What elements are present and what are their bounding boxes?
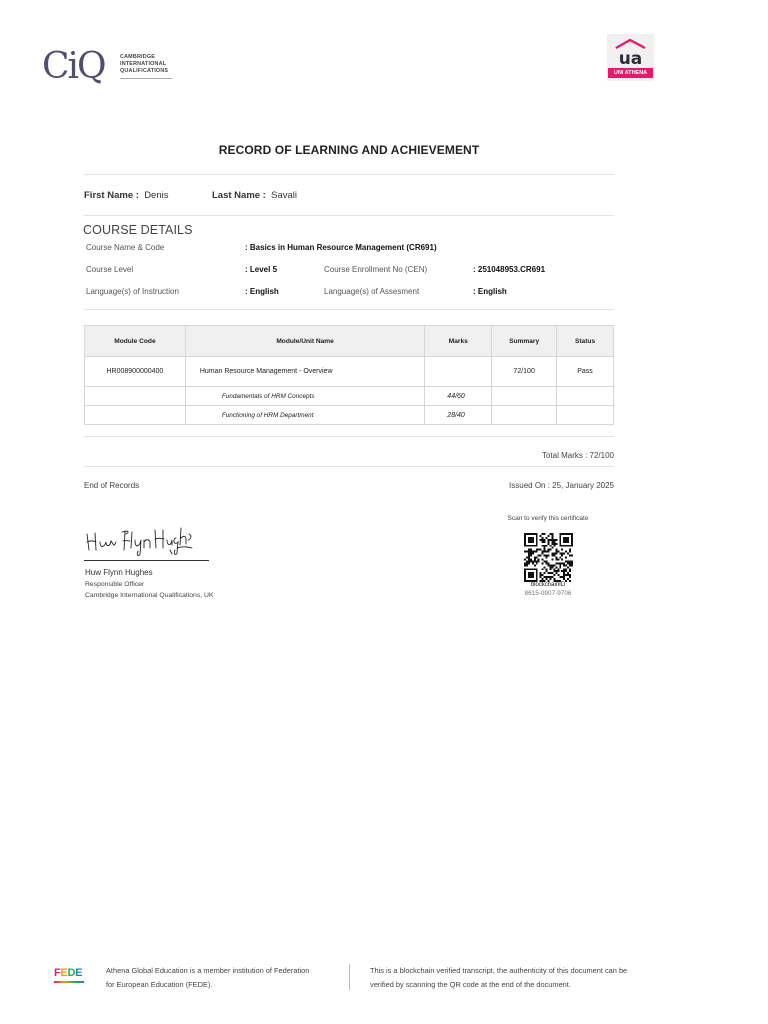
assessment-language-value: : English (473, 287, 507, 296)
divider (84, 309, 614, 310)
ciq-logo (42, 46, 174, 90)
assessment-language-label: Language(s) of Assesment (324, 287, 420, 296)
table-header-row (85, 326, 614, 357)
first-name-value: Denis (144, 190, 169, 201)
ciq-logo-rule (120, 78, 172, 79)
module-table (84, 325, 614, 425)
course-details-heading: COURSE DETAILS (83, 223, 193, 237)
course-level-label: Course Level (86, 265, 134, 274)
document-title: RECORD OF LEARNING AND ACHIEVEMENT (218, 143, 480, 157)
divider (84, 174, 614, 175)
unit-status-cell (557, 406, 614, 425)
unit-summary-cell (492, 406, 557, 425)
unit-marks-cell: 44/60 (425, 387, 492, 406)
uni-athena-logo-letters: ua (618, 49, 643, 66)
module-marks-cell (425, 357, 492, 387)
module-name-cell: Human Resource Management - Overview (185, 357, 424, 387)
verification-qr-code[interactable] (524, 533, 573, 582)
unit-code-cell (85, 387, 186, 406)
course-name-label: Course Name & Code (86, 243, 165, 252)
uni-athena-logo-mark (612, 38, 649, 66)
footer-verification-note (370, 964, 660, 991)
divider (84, 436, 614, 437)
last-name-label: Last Name : (212, 190, 266, 201)
instruction-language-value: : English (245, 287, 279, 296)
fede-logo-letters: FEDE (54, 967, 83, 979)
unit-name-cell: Fundamentals of HRM Concepts (185, 387, 424, 406)
fede-logo-word (54, 967, 82, 979)
blockchain-id: 8615-0907-9706 (524, 590, 572, 597)
header-summary: Summary (492, 326, 557, 357)
ciq-logo-text-line: CAMBRIDGE (120, 54, 156, 60)
first-name-field (84, 190, 168, 201)
last-name-field (212, 190, 297, 201)
table-row (85, 387, 614, 406)
divider (84, 466, 614, 467)
signature-line (84, 560, 209, 561)
course-enrollment-label: Course Enrollment No (CEN) (324, 265, 428, 274)
divider (84, 215, 614, 216)
unit-status-cell (557, 387, 614, 406)
issued-on: Issued On : 25, January 2025 (509, 481, 614, 490)
total-marks: Total Marks : 72/100 (541, 451, 614, 460)
unit-summary-cell (492, 387, 557, 406)
ciq-logo-text-line: QUALIFICATIONS (120, 68, 169, 75)
instruction-language-label: Language(s) of Instruction (86, 287, 179, 296)
scan-to-verify-text: Scan to verify this certificate (507, 515, 589, 522)
ciq-logo-letters: CiQ (42, 46, 105, 87)
signatory-name: Huw Flynn Hughes (85, 568, 153, 577)
header-status: Status (557, 326, 614, 357)
header-module-code: Module Code (85, 326, 186, 357)
course-level-value: : Level 5 (245, 265, 278, 274)
uni-athena-logo-label: UNI ATHENA (608, 68, 653, 78)
header-module-name: Module/Unit Name (185, 326, 424, 357)
ciq-logo-text-line: INTERNATIONAL (120, 61, 167, 68)
end-of-records: End of Records (84, 481, 140, 490)
signature-image (84, 520, 194, 558)
footer-verification-line: verified by scanning the QR code at the end of the document. (370, 979, 571, 989)
ciq-logo-text (120, 54, 174, 76)
last-name-value: Savali (271, 190, 298, 201)
module-status-cell: Pass (557, 357, 614, 387)
unit-name-cell: Functioning of HRM Department (185, 406, 424, 425)
signatory-organization: Cambridge International Qualifications, UK (85, 592, 214, 599)
table-row (85, 406, 614, 425)
unit-marks-cell: 28/40 (425, 406, 492, 425)
uni-athena-logo (607, 34, 654, 81)
table-row (85, 357, 614, 387)
fede-logo (54, 967, 86, 991)
first-name-label: First Name : (84, 190, 139, 201)
module-summary-cell: 72/100 (492, 357, 557, 387)
footer-membership-note (106, 964, 341, 991)
module-code-cell: HR008900000400 (85, 357, 186, 387)
footer-membership-line: Athena Global Education is a member institution of Federation (106, 966, 310, 975)
footer-verification-line: This is a blockchain verified transcript, the authenticity of this document can be (370, 966, 628, 975)
footer-membership-line: for European Education (FEDE). (106, 979, 213, 989)
header-marks: Marks (425, 326, 492, 357)
fede-logo-bar (54, 981, 84, 983)
signatory-role: Responsible Officer (85, 581, 145, 588)
blockchain-id-label: blockchainID (530, 582, 566, 588)
course-enrollment-value: : 251048953.CR691 (473, 265, 546, 274)
course-name-value: : Basics in Human Resource Management (CR691) (245, 243, 437, 252)
unit-code-cell (85, 406, 186, 425)
footer-divider (349, 964, 350, 990)
